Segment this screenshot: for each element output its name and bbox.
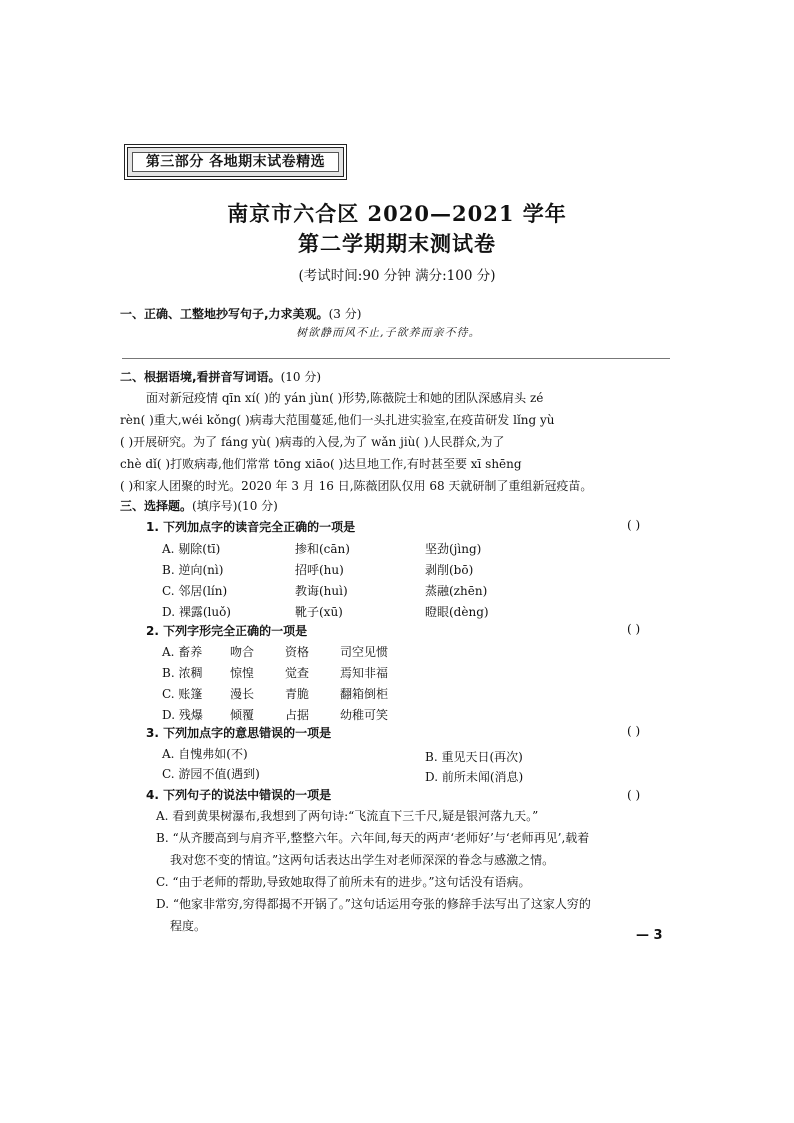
q1-option-c-3: 蒸融(zhēn) — [425, 584, 488, 598]
question-4-answer-paren[interactable]: ( ) — [627, 788, 641, 802]
question-4-stem: 4. 下列句子的说法中错误的一项是 — [146, 788, 332, 802]
section2-line-3: ( )开展研究。为了 fáng yù( )病毒的入侵,为了 wǎn jiù( )人民群众,为了 — [120, 435, 505, 449]
q2-option-b-4: 焉知非福 — [340, 666, 389, 680]
question-1-answer-paren[interactable]: ( ) — [627, 518, 641, 532]
q4-option-c: C. “由于老师的帮助,导致她取得了前所未有的进步。”这句话没有语病。 — [156, 875, 531, 889]
question-2-answer-paren[interactable]: ( ) — [627, 622, 641, 636]
question-2-stem: 2. 下列字形完全正确的一项是 — [146, 624, 308, 638]
page-number: — 3 — [636, 928, 663, 943]
section2-line-5: ( )和家人团聚的时光。2020 年 3 月 16 日,陈薇团队仅用 68 天就研制了重组新冠疫苗。 — [120, 479, 593, 493]
section2-line-4: chè dǐ( )打败病毒,他们常常 tōng xiāo( )达旦地工作,有时甚至要 xī shēng — [120, 457, 522, 471]
q2-option-b-2: 惊惶 — [230, 666, 255, 680]
q2-option-c-4: 翻箱倒柜 — [340, 687, 389, 701]
section1-sentence: 树欲静而风不止,子欲养而亲不待。 — [296, 326, 481, 339]
q2-option-b-1: B. 浓稠 — [162, 666, 203, 680]
exam-info: (考试时间:90 分钟 满分:100 分) — [298, 268, 496, 284]
section1-heading — [120, 305, 361, 322]
q4-option-b-line1: B. “从齐腰高到与肩齐平,整整六年。六年间,每天的两声‘老师好’与‘老师再见’,载着 — [156, 831, 590, 845]
q3-option-a: A. 自愧弗如(不) — [162, 747, 248, 761]
q4-option-d-line1: D. “他家非常穷,穷得都揭不开锅了。”这句话运用夸张的修辞手法写出了这家人穷的 — [156, 897, 591, 911]
question-1-stem: 1. 下列加点字的读音完全正确的一项是 — [146, 520, 356, 534]
q2-option-c-1: C. 账篷 — [162, 687, 203, 701]
q1-option-b-3: 剥削(bō) — [425, 563, 474, 577]
section1-title: 一、正确、工整地抄写句子,力求美观。 — [120, 307, 329, 321]
section2-line-1: 面对新冠疫情 qīn xí( )的 yán jùn( )形势,陈薇院士和她的团队深感肩头 zé — [146, 391, 544, 405]
q1-option-a-3: 坚劲(jìng) — [425, 542, 482, 556]
q2-option-a-2: 吻合 — [230, 645, 255, 659]
section3-title: 三、选择题。 — [120, 499, 193, 513]
q1-option-a-2: 掺和(cān) — [295, 542, 350, 556]
q1-option-d-1: D. 裸露(luǒ) — [162, 605, 231, 619]
section1-points: (3 分) — [328, 307, 362, 321]
question-3-stem: 3. 下列加点字的意思错误的一项是 — [146, 726, 332, 740]
q3-option-b: B. 重见天日(再次) — [425, 750, 523, 764]
q2-option-b-3: 觉查 — [285, 666, 310, 680]
banner-text: 第三部分 各地期末试卷精选 — [132, 152, 339, 172]
question-3-answer-paren[interactable]: ( ) — [627, 724, 641, 738]
q1-option-a-1: A. 剔除(tī) — [162, 542, 221, 556]
q3-option-d: D. 前所未闻(消息) — [425, 770, 524, 784]
q2-option-d-4: 幼稚可笑 — [340, 708, 389, 722]
exam-title-line1: 南京市六合区 2020—2021 学年 — [227, 201, 567, 226]
q2-option-c-3: 青脆 — [285, 687, 310, 701]
section2-title: 二、根据语境,看拼音写词语。 — [120, 370, 281, 384]
q2-option-a-3: 资格 — [285, 645, 310, 659]
q3-option-c: C. 游园不值(遇到) — [162, 767, 260, 781]
q1-option-d-2: 靴子(xū) — [295, 605, 343, 619]
q1-option-b-1: B. 逆向(nì) — [162, 563, 224, 577]
q2-option-c-2: 漫长 — [230, 687, 255, 701]
q2-option-d-3: 占据 — [285, 708, 310, 722]
section2-points: (10 分) — [280, 370, 322, 384]
section3-points: (填序号)(10 分) — [192, 499, 278, 513]
q2-option-a-4: 司空见惯 — [340, 645, 389, 659]
q2-option-d-1: D. 残爆 — [162, 708, 203, 722]
q1-option-c-2: 教诲(huì) — [295, 584, 348, 598]
writing-line — [122, 358, 670, 359]
exam-title-line2: 第二学期期末测试卷 — [298, 231, 496, 256]
q2-option-a-1: A. 畜养 — [162, 645, 203, 659]
section-banner — [127, 147, 344, 177]
q2-option-d-2: 倾覆 — [230, 708, 255, 722]
section2-line-2: rèn( )重大,wéi kǒng( )病毒大范围蔓延,他们一头扎进实验室,在疫苗研发 lǐng yù — [120, 413, 555, 427]
section2-heading — [120, 368, 321, 385]
q1-option-d-3: 瞪眼(dèng) — [425, 605, 489, 619]
q4-option-d-line2: 程度。 — [170, 919, 207, 933]
q1-option-c-1: C. 邻居(lín) — [162, 584, 228, 598]
q1-option-b-2: 招呼(hu) — [295, 563, 344, 577]
q4-option-b-line2: 我对您不变的情谊。”这两句话表达出学生对老师深深的眷念与感激之情。 — [170, 853, 555, 867]
section3-heading — [120, 497, 278, 514]
q4-option-a: A. 看到黄果树瀑布,我想到了两句诗:“飞流直下三千尺,疑是银河落九天。” — [156, 809, 539, 823]
